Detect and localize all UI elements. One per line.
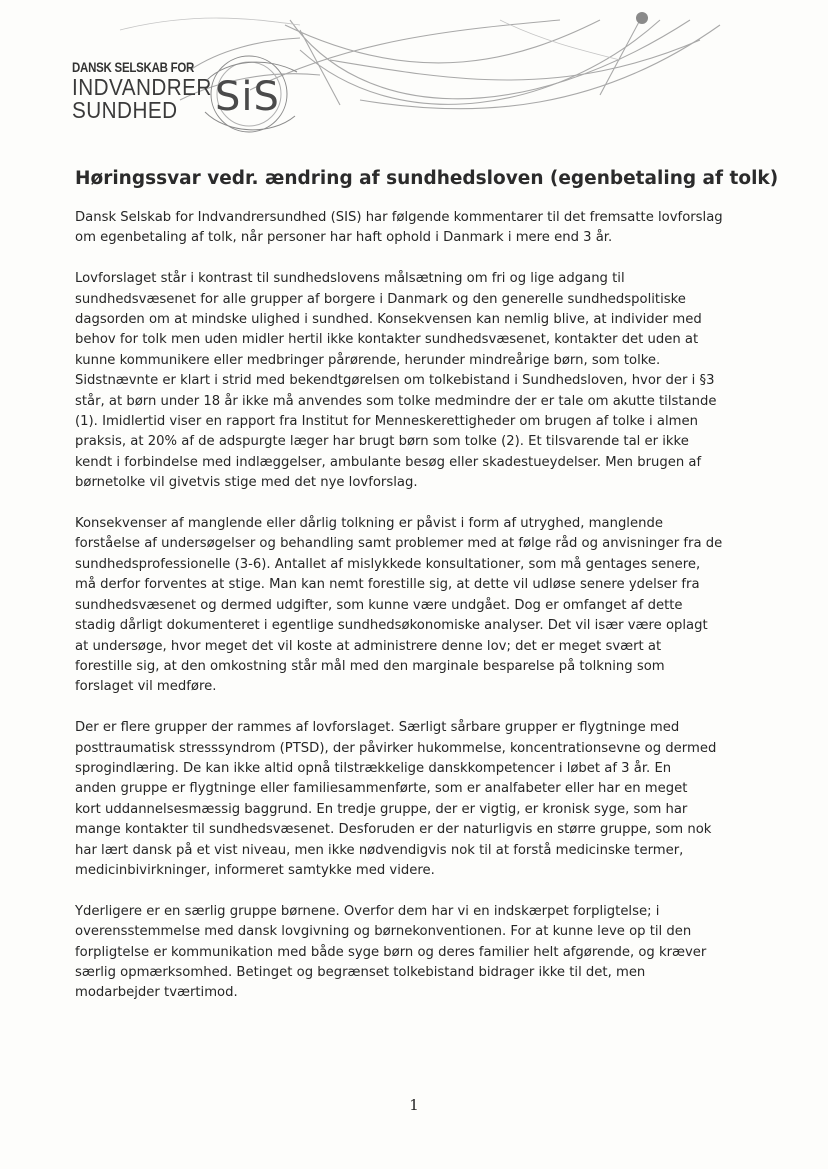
body-paragraph bbox=[75, 902, 765, 1004]
paragraph-line: stadig dårligt dokumenteret i egentlige sundhedsøkonomiske analyser. Det vil især være oplagt bbox=[75, 618, 708, 634]
sis-logo-mark bbox=[187, 50, 307, 140]
paragraph-line: forestille sig, at den omkostning står mål med den marginale besparelse på tolkning som bbox=[75, 658, 665, 674]
paragraph-line: behov for tolk men uden midler hertil ikke kontakter sundhedsvæsenet, kontakter det uden at bbox=[75, 332, 699, 348]
paragraph-line: forståelse af undersøgelser og behandling samt problemer med at følge råd og anvisninger fra de bbox=[75, 536, 723, 552]
organization-logo bbox=[72, 50, 302, 140]
decorative-dot bbox=[636, 12, 648, 24]
paragraph-line: sundhedsvæsenet for alle grupper af borgere i Danmark og den generelle sundhedspolitiske bbox=[75, 291, 686, 307]
logo-line-3: SUNDHED bbox=[72, 97, 178, 123]
paragraph-line: Lovforslaget står i kontrast til sundhedslovens målsætning om fri og lige adgang til bbox=[75, 271, 625, 287]
page-number: 1 bbox=[409, 1096, 419, 1114]
document-body bbox=[75, 208, 765, 1024]
paragraph-line: kort uddannelsesmæssig baggrund. En tredje gruppe, der er vigtig, er kronisk syge, som har bbox=[75, 801, 688, 817]
paragraph-line: forpligtelse er kommunikation med både syge børn og deres familier helt afgørende, og kræver bbox=[75, 944, 707, 960]
paragraph-line: Yderligere er en særlig gruppe børnene. Overfor dem har vi en indskærpet forpligtelse; i bbox=[75, 903, 660, 919]
logo-mark-text: SiS bbox=[215, 74, 280, 120]
paragraph-line: dagsorden om at mindske ulighed i sundhed. Konsekvensen kan nemlig blive, at individer med bbox=[75, 312, 702, 328]
paragraph-line: Dansk Selskab for Indvandrersundhed (SIS) har følgende kommentarer til det fremsatte lovforslag bbox=[75, 210, 723, 225]
paragraph-line: står, at børn under 18 år ikke må anvendes som tolke medmindre der er tale om akutte tilstande bbox=[75, 393, 717, 409]
paragraph-line: mange kontakter til sundhedsvæsenet. Desforuden er der naturligvis en større gruppe, som nok bbox=[75, 822, 712, 838]
body-paragraph bbox=[75, 718, 765, 881]
paragraph-line: har lært dansk på et vist niveau, men ikke nødvendigvis nok til at forstå medicinske termer, bbox=[75, 842, 684, 858]
paragraph-line: kendt i forbindelse med indlæggelser, ambulante besøg eller skadestueydelser. Men brugen af bbox=[75, 454, 702, 470]
paragraph-line: Sidstnævnte er klart i strid med bekendtgørelsen om tolkebistand i Sundhedsloven, hvor der i §3 bbox=[75, 373, 715, 389]
paragraph-line: modarbejder tværtimod. bbox=[75, 985, 238, 1001]
paragraph-line: Konsekvenser af manglende eller dårlig tolkning er påvist i form af utryghed, manglende bbox=[75, 516, 663, 532]
paragraph-line: medicinbivirkninger, informeret samtykke med videre. bbox=[75, 862, 435, 878]
paragraph-line: sundhedsvæsenet og dermed udgifter, som kunne være undgået. Dog er omfanget af dette bbox=[75, 597, 683, 613]
logo-line-1: DANSK SELSKAB FOR bbox=[72, 59, 195, 75]
paragraph-line: posttraumatisk stresssyndrom (PTSD), der påvirker hukommelse, koncentrationsevne og dermed bbox=[75, 740, 717, 756]
paragraph-line: kunne kommunikere eller medbringer pårørende, herunder mindreårige børn, som tolke. bbox=[75, 352, 661, 368]
paragraph-line: overensstemmelse med dansk lovgivning og børnekonventionen. For at kunne leve op til den bbox=[75, 924, 692, 940]
document-title: Høringssvar vedr. ændring af sundhedsloven (egenbetaling af tolk) bbox=[75, 168, 779, 189]
paragraph-line: må derfor forventes at stige. Man kan nemt forestille sig, at dette vil udløse senere ydelser fra bbox=[75, 577, 700, 593]
paragraph-line: sprogindlæring. De kan ikke altid opnå tilstrækkelige danskkompetencer i løbet af 3 år. En bbox=[75, 760, 672, 776]
paragraph-line: at undersøge, hvor meget det vil koste at administrere denne lov; det er meget svært at bbox=[75, 638, 662, 654]
paragraph-line: anden gruppe er flygtninge eller familiesammenførte, som er analfabeter eller har en meget bbox=[75, 781, 688, 797]
body-paragraph bbox=[75, 208, 765, 249]
paragraph-line: (1). Imidlertid viser en rapport fra Institut for Menneskerettigheder om brugen af tolke i almen bbox=[75, 414, 698, 430]
logo-line-2: INDVANDRER bbox=[72, 74, 212, 100]
paragraph-line: forslaget vil medføre. bbox=[75, 679, 217, 695]
body-paragraph bbox=[75, 514, 765, 698]
paragraph-line: praksis, at 20% af de adspurgte læger har brugt børn som tolke (2). Et tilsvarende tal er ikke bbox=[75, 434, 689, 450]
paragraph-line: Der er flere grupper der rammes af lovforslaget. Særligt sårbare grupper er flygtninge med bbox=[75, 720, 680, 736]
body-paragraph bbox=[75, 269, 765, 493]
paragraph-line: særlig opmærksomhed. Betinget og begrænset tolkebistand bidrager ikke til det, men bbox=[75, 964, 646, 980]
paragraph-line: sundhedsprofessionelle (3-6). Antallet af mislykkede konsultationer, som må gentages senere, bbox=[75, 556, 701, 572]
paragraph-line: om egenbetaling af tolk, når personer har haft ophold i Danmark i mere end 3 år. bbox=[75, 230, 613, 246]
paragraph-line: børnetolke vil givetvis stige med det nye lovforslag. bbox=[75, 475, 418, 491]
